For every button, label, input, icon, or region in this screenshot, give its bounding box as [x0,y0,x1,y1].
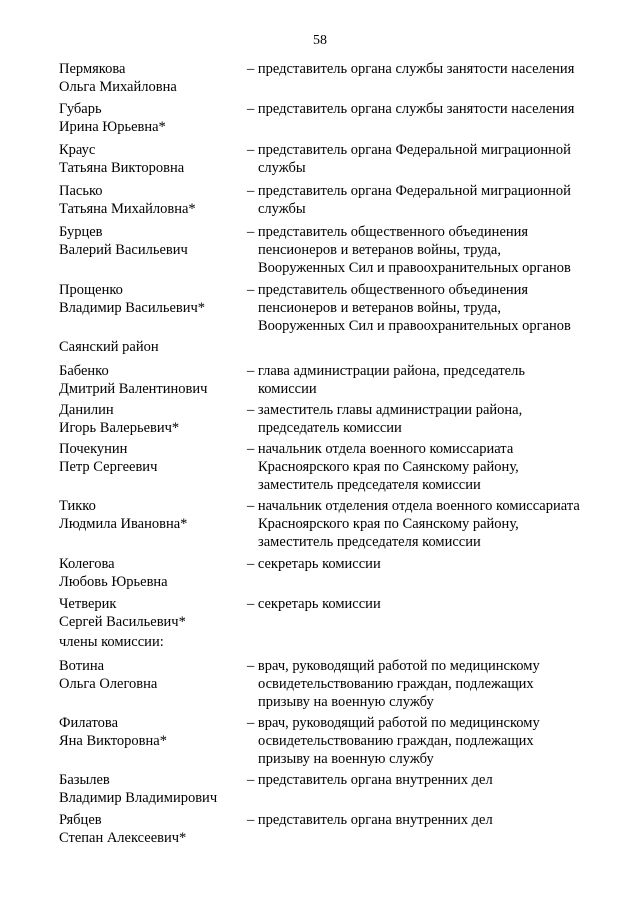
members-heading: члены комиссии: [59,634,164,650]
member-role [247,100,619,118]
member-name [59,595,247,631]
role-line: – заместитель главы администрации района, [247,402,523,418]
given-names: Дмитрий Валентинович [59,381,208,397]
given-names: Валерий Васильевич [59,242,188,258]
role-line: – секретарь комиссии [247,556,381,572]
role-line: освидетельствованию граждан, подлежащих [258,733,534,749]
given-names: Татьяна Викторовна [59,160,185,176]
given-names: Татьяна Михайловна* [59,201,196,217]
surname: Пермякова [59,61,126,77]
given-names: Петр Сергеевич [59,459,158,475]
given-names: Любовь Юрьевна [59,574,168,590]
role-line: – секретарь комиссии [247,596,381,612]
member-name [59,362,247,398]
member-role [247,497,619,551]
role-line: комиссии [258,381,317,397]
given-names: Игорь Валерьевич* [59,420,180,436]
role-line: пенсионеров и ветеранов войны, труда, [258,242,501,258]
member-role [247,362,619,398]
member-role [247,182,619,218]
surname: Данилин [59,402,114,418]
surname: Бабенко [59,363,109,379]
role-line: Красноярского края по Саянскому району, [258,459,519,475]
member-name [59,60,247,96]
role-line: – представитель общественного объединения [247,224,529,240]
role-line: – начальник отдела военного комиссариата [247,441,514,457]
role-line: заместитель председателя комиссии [258,477,481,493]
role-line: Красноярского края по Саянскому району, [258,516,519,532]
role-line: – врач, руководящий работой по медицинскому [247,658,540,674]
given-names: Степан Алексеевич* [59,830,187,846]
member-role [247,714,619,768]
member-name [59,223,247,259]
role-line: призыву на военную службу [258,694,434,710]
member-role [247,223,619,277]
member-name [59,401,247,437]
given-names: Ирина Юрьевна* [59,119,166,135]
section-heading: Саянский район [59,339,159,355]
member-name [59,714,247,750]
role-line: – начальник отделения отдела военного комиссариата [247,498,580,514]
member-name [59,497,247,533]
member-role [247,555,619,573]
member-role [247,401,619,437]
member-name [59,440,247,476]
given-names: Владимир Владимирович [59,790,218,806]
surname: Почекунин [59,441,128,457]
member-name [59,657,247,693]
member-name [59,555,247,591]
surname: Тикко [59,498,96,514]
given-names: Ольга Олеговна [59,676,158,692]
member-name [59,182,247,218]
member-name [59,100,247,136]
role-line: призыву на военную службу [258,751,434,767]
role-line: – глава администрации района, председатель [247,363,525,379]
surname: Вотина [59,658,105,674]
surname: Базылев [59,772,110,788]
surname: Пасько [59,183,103,199]
role-line: – представитель органа внутренних дел [247,772,493,788]
given-names: Людмила Ивановна* [59,516,188,532]
surname: Колегова [59,556,115,572]
surname: Филатова [59,715,118,731]
surname: Краус [59,142,96,158]
member-role [247,811,619,829]
member-role [247,771,619,789]
role-line: Вооруженных Сил и правоохранительных органов [258,260,571,276]
role-line: заместитель председателя комиссии [258,534,481,550]
member-role [247,281,619,335]
surname: Четверик [59,596,117,612]
member-name [59,771,247,807]
role-line: – представитель органа Федеральной миграционной [247,142,571,158]
given-names: Сергей Васильевич* [59,614,186,630]
role-line: председатель комиссии [258,420,402,436]
given-names: Владимир Васильевич* [59,300,206,316]
given-names: Яна Викторовна* [59,733,167,749]
role-line: пенсионеров и ветеранов войны, труда, [258,300,501,316]
member-role [247,657,619,711]
role-line: – представитель органа службы занятости населения [247,61,575,77]
role-line: службы [258,160,306,176]
role-line: Вооруженных Сил и правоохранительных органов [258,318,571,334]
role-line: – представитель общественного объединения [247,282,529,298]
role-line: – представитель органа Федеральной миграционной [247,183,571,199]
surname: Прощенко [59,282,123,298]
member-role [247,595,619,613]
surname: Рябцев [59,812,102,828]
member-name [59,281,247,317]
given-names: Ольга Михайловна [59,79,177,95]
role-line: службы [258,201,306,217]
role-line: – врач, руководящий работой по медицинскому [247,715,540,731]
member-name [59,811,247,847]
role-line: – представитель органа службы занятости населения [247,101,575,117]
role-line: – представитель органа внутренних дел [247,812,493,828]
member-role [247,141,619,177]
page-number: 58 [313,33,327,48]
role-line: освидетельствованию граждан, подлежащих [258,676,534,692]
surname: Губарь [59,101,102,117]
member-role [247,440,619,494]
surname: Бурцев [59,224,103,240]
member-name [59,141,247,177]
member-role [247,60,619,78]
